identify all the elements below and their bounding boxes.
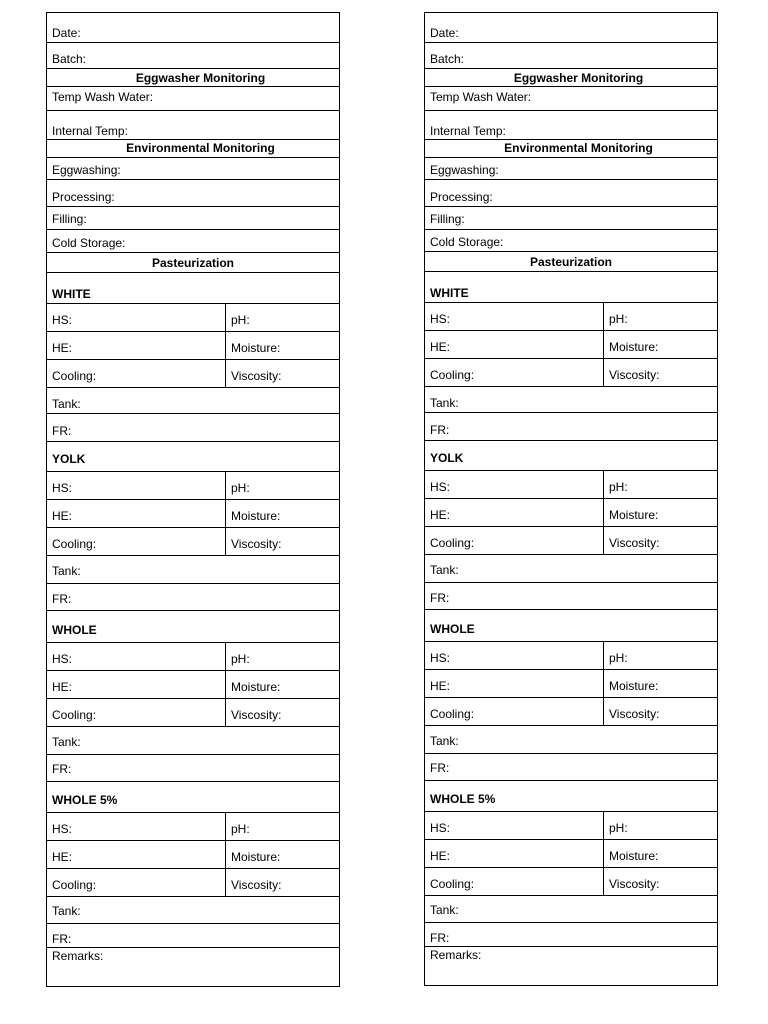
field-label: Viscosity: bbox=[231, 708, 282, 722]
field-label: Viscosity: bbox=[231, 878, 282, 892]
he-cell bbox=[425, 840, 604, 867]
fr-row bbox=[47, 414, 339, 442]
ph-cell bbox=[226, 304, 339, 331]
cooling-viscosity-row bbox=[47, 869, 339, 897]
cooling-viscosity-row bbox=[425, 868, 717, 896]
hs-cell bbox=[47, 643, 226, 670]
fr-row bbox=[425, 754, 717, 781]
he-cell bbox=[425, 670, 604, 697]
viscosity-cell bbox=[226, 869, 339, 896]
temp-wash-water-row bbox=[47, 87, 339, 111]
fr-row bbox=[425, 923, 717, 947]
moisture-cell bbox=[226, 841, 339, 868]
hs-cell bbox=[425, 303, 604, 330]
viscosity-cell bbox=[604, 359, 717, 386]
ph-cell bbox=[604, 812, 717, 839]
hs-cell bbox=[47, 304, 226, 331]
fr-row bbox=[47, 924, 339, 948]
field-label: Filling: bbox=[52, 212, 87, 226]
fr-row bbox=[47, 755, 339, 782]
field-label: Temp Wash Water: bbox=[52, 90, 154, 104]
field-label: Cooling: bbox=[52, 369, 97, 383]
fr-row bbox=[47, 584, 339, 611]
field-label: Tank: bbox=[52, 564, 81, 578]
field-label: Filling: bbox=[430, 212, 465, 226]
field-label: Viscosity: bbox=[609, 368, 660, 382]
hs-ph-row bbox=[47, 813, 339, 841]
he-cell bbox=[47, 841, 226, 868]
hs-cell bbox=[47, 472, 226, 499]
product-yolk-row bbox=[425, 441, 717, 471]
field-label: FR: bbox=[52, 592, 72, 606]
fr-row bbox=[425, 583, 717, 610]
cooling-viscosity-row bbox=[47, 699, 339, 727]
cooling-cell bbox=[425, 698, 604, 725]
section-heading: Environmental Monitoring bbox=[504, 141, 653, 155]
hs-ph-row bbox=[425, 812, 717, 840]
field-label: Cooling: bbox=[52, 537, 97, 551]
ph-cell bbox=[226, 472, 339, 499]
hs-ph-row bbox=[425, 471, 717, 499]
field-label: HE: bbox=[52, 509, 73, 523]
tank-row bbox=[425, 896, 717, 923]
he-moisture-row bbox=[425, 840, 717, 868]
tank-row bbox=[425, 555, 717, 583]
field-label: Tank: bbox=[430, 396, 459, 410]
eggwasher-monitoring-heading-row bbox=[425, 69, 717, 87]
hs-cell bbox=[425, 471, 604, 498]
internal-temp-row bbox=[425, 111, 717, 140]
ph-cell bbox=[604, 642, 717, 669]
cooling-cell bbox=[47, 360, 226, 387]
ph-cell bbox=[226, 643, 339, 670]
moisture-cell bbox=[604, 499, 717, 526]
field-label: Viscosity: bbox=[231, 369, 282, 383]
field-label: Processing: bbox=[430, 190, 493, 204]
field-label: HE: bbox=[52, 850, 73, 864]
field-label: HE: bbox=[430, 679, 451, 693]
date-label: Date: bbox=[430, 26, 459, 40]
he-moisture-row bbox=[47, 841, 339, 869]
remarks-row bbox=[47, 948, 339, 986]
he-moisture-row bbox=[425, 499, 717, 527]
hs-ph-row bbox=[425, 303, 717, 331]
viscosity-cell bbox=[604, 527, 717, 554]
product-whole-row bbox=[47, 611, 339, 643]
eggwashing-row bbox=[47, 158, 339, 180]
field-label: Viscosity: bbox=[609, 536, 660, 550]
remarks-label: Remarks: bbox=[430, 948, 482, 962]
environmental-monitoring-heading-row bbox=[425, 140, 717, 158]
moisture-cell bbox=[604, 670, 717, 697]
cooling-cell bbox=[425, 527, 604, 554]
tank-row bbox=[425, 387, 717, 413]
cooling-cell bbox=[425, 359, 604, 386]
field-label: HS: bbox=[52, 313, 73, 327]
section-heading: Eggwasher Monitoring bbox=[513, 71, 644, 85]
field-label: Cooling: bbox=[430, 707, 475, 721]
field-label: Cold Storage: bbox=[430, 235, 504, 249]
product-name: YOLK bbox=[52, 452, 86, 466]
field-label: FR: bbox=[52, 762, 72, 776]
temp-wash-water-row bbox=[425, 87, 717, 111]
processing-row bbox=[47, 180, 339, 207]
section-heading: Pasteurization bbox=[529, 255, 613, 269]
field-label: Viscosity: bbox=[609, 707, 660, 721]
remarks-label: Remarks: bbox=[52, 949, 104, 963]
he-moisture-row bbox=[425, 670, 717, 698]
product-name: YOLK bbox=[430, 451, 464, 465]
tank-row bbox=[47, 388, 339, 414]
he-moisture-row bbox=[47, 332, 339, 360]
field-label: HS: bbox=[52, 822, 73, 836]
field-label: Viscosity: bbox=[231, 537, 282, 551]
field-label: pH: bbox=[609, 651, 628, 665]
field-label: Tank: bbox=[52, 904, 81, 918]
field-label: HE: bbox=[52, 680, 73, 694]
field-label: HE: bbox=[430, 340, 451, 354]
internal-temp-row bbox=[47, 111, 339, 140]
cold-storage-row bbox=[47, 230, 339, 253]
filling-row bbox=[47, 207, 339, 230]
field-label: pH: bbox=[231, 822, 250, 836]
cooling-viscosity-row bbox=[425, 359, 717, 387]
field-label: Processing: bbox=[52, 190, 115, 204]
tank-row bbox=[47, 727, 339, 755]
viscosity-cell bbox=[226, 699, 339, 726]
field-label: HS: bbox=[52, 652, 73, 666]
product-name: WHOLE 5% bbox=[430, 792, 496, 806]
pasteurization-heading-row bbox=[425, 252, 717, 272]
moisture-cell bbox=[604, 331, 717, 358]
field-label: Cooling: bbox=[52, 708, 97, 722]
field-label: Eggwashing: bbox=[52, 163, 121, 177]
tank-row bbox=[47, 897, 339, 924]
product-name: WHOLE 5% bbox=[52, 793, 118, 807]
field-label: FR: bbox=[430, 761, 450, 775]
field-label: Tank: bbox=[430, 563, 459, 577]
cooling-viscosity-row bbox=[47, 528, 339, 556]
moisture-cell bbox=[226, 671, 339, 698]
field-label: Cold Storage: bbox=[52, 236, 126, 250]
field-label: HE: bbox=[52, 341, 73, 355]
cold-storage-row bbox=[425, 230, 717, 252]
field-label: Moisture: bbox=[609, 340, 659, 354]
he-cell bbox=[425, 499, 604, 526]
field-label: HS: bbox=[430, 312, 451, 326]
field-label: Tank: bbox=[52, 397, 81, 411]
field-label: Moisture: bbox=[609, 508, 659, 522]
he-cell bbox=[47, 332, 226, 359]
product-whole-5-percent-row bbox=[47, 782, 339, 813]
ph-cell bbox=[226, 813, 339, 840]
cooling-cell bbox=[47, 528, 226, 555]
batch-label: Batch: bbox=[52, 52, 87, 66]
remarks-row bbox=[425, 947, 717, 985]
viscosity-cell bbox=[604, 698, 717, 725]
field-label: Tank: bbox=[52, 735, 81, 749]
hs-ph-row bbox=[47, 304, 339, 332]
log-slip-right bbox=[424, 12, 718, 986]
field-label: FR: bbox=[430, 591, 450, 605]
cooling-viscosity-row bbox=[425, 527, 717, 555]
batch-row bbox=[47, 43, 339, 69]
product-name: WHITE bbox=[52, 287, 91, 301]
hs-cell bbox=[47, 813, 226, 840]
field-label: pH: bbox=[231, 652, 250, 666]
hs-ph-row bbox=[47, 643, 339, 671]
moisture-cell bbox=[604, 840, 717, 867]
field-label: pH: bbox=[231, 481, 250, 495]
field-label: Cooling: bbox=[430, 536, 475, 550]
processing-row bbox=[425, 180, 717, 207]
product-name: WHOLE bbox=[430, 622, 475, 636]
moisture-cell bbox=[226, 500, 339, 527]
field-label: HE: bbox=[430, 849, 451, 863]
he-moisture-row bbox=[47, 671, 339, 699]
tank-row bbox=[425, 726, 717, 754]
section-heading: Environmental Monitoring bbox=[126, 141, 275, 155]
field-label: Tank: bbox=[430, 903, 459, 917]
field-label: pH: bbox=[609, 821, 628, 835]
product-white-row bbox=[47, 273, 339, 304]
product-name: WHITE bbox=[430, 286, 469, 300]
cooling-cell bbox=[47, 869, 226, 896]
batch-row bbox=[425, 43, 717, 69]
field-label: Moisture: bbox=[231, 850, 281, 864]
field-label: HS: bbox=[52, 481, 73, 495]
field-label: Moisture: bbox=[609, 679, 659, 693]
field-label: HE: bbox=[430, 508, 451, 522]
product-yolk-row bbox=[47, 442, 339, 472]
cooling-cell bbox=[425, 868, 604, 895]
hs-cell bbox=[425, 642, 604, 669]
he-cell bbox=[425, 331, 604, 358]
field-label: HS: bbox=[430, 821, 451, 835]
hs-ph-row bbox=[47, 472, 339, 500]
cooling-cell bbox=[47, 699, 226, 726]
batch-label: Batch: bbox=[430, 52, 465, 66]
ph-cell bbox=[604, 303, 717, 330]
environmental-monitoring-heading-row bbox=[47, 140, 339, 158]
field-label: Moisture: bbox=[231, 341, 281, 355]
fr-row bbox=[425, 413, 717, 441]
product-whole-row bbox=[425, 610, 717, 642]
eggwashing-row bbox=[425, 158, 717, 180]
he-moisture-row bbox=[47, 500, 339, 528]
product-whole-5-percent-row bbox=[425, 781, 717, 812]
date-row bbox=[47, 13, 339, 43]
tank-row bbox=[47, 556, 339, 584]
field-label: pH: bbox=[609, 480, 628, 494]
field-label: Eggwashing: bbox=[430, 163, 499, 177]
field-label: FR: bbox=[52, 932, 72, 946]
field-label: Cooling: bbox=[430, 368, 475, 382]
field-label: Tank: bbox=[430, 734, 459, 748]
cooling-viscosity-row bbox=[425, 698, 717, 726]
viscosity-cell bbox=[226, 528, 339, 555]
he-cell bbox=[47, 500, 226, 527]
viscosity-cell bbox=[226, 360, 339, 387]
field-label: pH: bbox=[609, 312, 628, 326]
field-label: Cooling: bbox=[52, 878, 97, 892]
product-name: WHOLE bbox=[52, 623, 97, 637]
field-label: Viscosity: bbox=[609, 877, 660, 891]
cooling-viscosity-row bbox=[47, 360, 339, 388]
pasteurization-heading-row bbox=[47, 253, 339, 273]
product-white-row bbox=[425, 272, 717, 303]
field-label: FR: bbox=[430, 931, 450, 945]
field-label: HS: bbox=[430, 651, 451, 665]
eggwasher-monitoring-heading-row bbox=[47, 69, 339, 87]
field-label: Temp Wash Water: bbox=[430, 90, 532, 104]
he-moisture-row bbox=[425, 331, 717, 359]
field-label: Moisture: bbox=[231, 680, 281, 694]
filling-row bbox=[425, 207, 717, 230]
moisture-cell bbox=[226, 332, 339, 359]
field-label: Moisture: bbox=[231, 509, 281, 523]
field-label: Internal Temp: bbox=[430, 124, 506, 138]
field-label: Moisture: bbox=[609, 849, 659, 863]
ph-cell bbox=[604, 471, 717, 498]
field-label: FR: bbox=[52, 424, 72, 438]
field-label: Cooling: bbox=[430, 877, 475, 891]
he-cell bbox=[47, 671, 226, 698]
date-row bbox=[425, 13, 717, 43]
field-label: FR: bbox=[430, 423, 450, 437]
date-label: Date: bbox=[52, 26, 81, 40]
section-heading: Pasteurization bbox=[151, 256, 235, 270]
viscosity-cell bbox=[604, 868, 717, 895]
section-heading: Eggwasher Monitoring bbox=[135, 71, 266, 85]
field-label: Internal Temp: bbox=[52, 124, 128, 138]
log-slip-left bbox=[46, 12, 340, 987]
field-label: pH: bbox=[231, 313, 250, 327]
hs-ph-row bbox=[425, 642, 717, 670]
field-label: HS: bbox=[430, 480, 451, 494]
hs-cell bbox=[425, 812, 604, 839]
